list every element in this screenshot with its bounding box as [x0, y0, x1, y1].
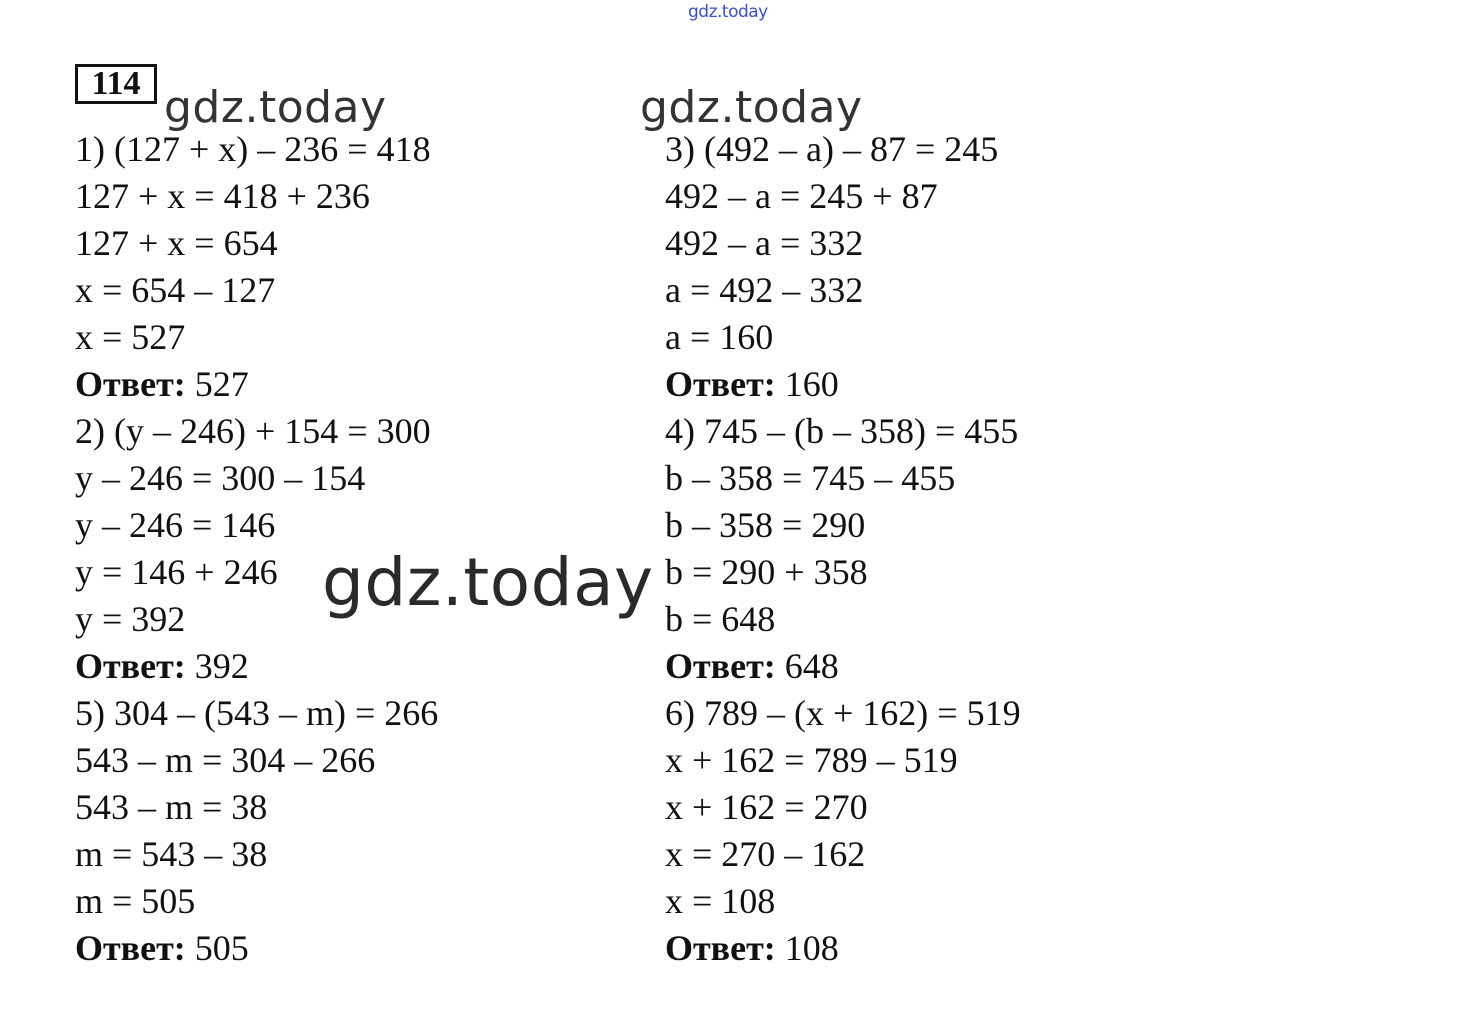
- equation-line: b – 358 = 290: [665, 505, 866, 545]
- equation-line: a = 160: [665, 317, 774, 357]
- task-number-box: 114: [75, 64, 157, 104]
- equation-line: b – 358 = 745 – 455: [665, 458, 956, 498]
- answer-label: Ответ:: [75, 928, 186, 968]
- answer-label: Ответ:: [665, 364, 776, 404]
- equation-line: y – 246 = 146: [75, 505, 276, 545]
- watermark: gdz.today: [164, 82, 387, 133]
- answer-line: [75, 643, 431, 690]
- equation-line: 2) (y – 246) + 154 = 300: [75, 411, 431, 451]
- problem-5: [75, 690, 438, 972]
- equation-line: 127 + x = 418 + 236: [75, 176, 370, 216]
- equation-line: 543 – m = 38: [75, 787, 268, 827]
- equation-line: 6) 789 – (x + 162) = 519: [665, 693, 1021, 733]
- answer-label: Ответ:: [75, 646, 186, 686]
- answer-value: 160: [784, 364, 839, 404]
- equation-line: b = 290 + 358: [665, 552, 868, 592]
- equation-line: 4) 745 – (b – 358) = 455: [665, 411, 1019, 451]
- equation-line: x = 654 – 127: [75, 270, 276, 310]
- equation-line: m = 505: [75, 881, 196, 921]
- answer-label: Ответ:: [75, 364, 186, 404]
- equation-line: y – 246 = 300 – 154: [75, 458, 366, 498]
- equation-line: y = 146 + 246: [75, 552, 278, 592]
- equation-line: a = 492 – 332: [665, 270, 864, 310]
- equation-line: 543 – m = 304 – 266: [75, 740, 376, 780]
- equation-line: 1) (127 + x) – 236 = 418: [75, 129, 431, 169]
- equation-line: x + 162 = 270: [665, 787, 868, 827]
- answer-value: 108: [784, 928, 839, 968]
- answer-line: [665, 361, 998, 408]
- equation-line: b = 648: [665, 599, 776, 639]
- answer-value: 527: [194, 364, 249, 404]
- equation-line: 492 – a = 245 + 87: [665, 176, 938, 216]
- equation-line: 3) (492 – a) – 87 = 245: [665, 129, 999, 169]
- problem-4: [665, 408, 1018, 690]
- site-watermark-top: gdz.today: [688, 2, 768, 22]
- answer-value: 505: [194, 928, 249, 968]
- watermark: gdz.today: [640, 82, 863, 133]
- answer-line: [75, 361, 431, 408]
- answer-label: Ответ:: [665, 646, 776, 686]
- equation-line: m = 543 – 38: [75, 834, 268, 874]
- equation-line: 127 + x = 654: [75, 223, 278, 263]
- equation-line: x + 162 = 789 – 519: [665, 740, 958, 780]
- problem-1: [75, 126, 431, 408]
- equation-line: x = 527: [75, 317, 186, 357]
- equation-line: y = 392: [75, 599, 186, 639]
- problem-3: [665, 126, 998, 408]
- answer-value: 648: [784, 646, 839, 686]
- answer-line: [75, 925, 438, 972]
- equation-line: 5) 304 – (543 – m) = 266: [75, 693, 439, 733]
- equation-line: 492 – a = 332: [665, 223, 864, 263]
- answer-label: Ответ:: [665, 928, 776, 968]
- answer-line: [665, 643, 1018, 690]
- watermark: gdz.today: [322, 544, 654, 621]
- problem-6: [665, 690, 1021, 972]
- equation-line: x = 270 – 162: [665, 834, 866, 874]
- answer-line: [665, 925, 1021, 972]
- equation-line: x = 108: [665, 881, 776, 921]
- answer-value: 392: [194, 646, 249, 686]
